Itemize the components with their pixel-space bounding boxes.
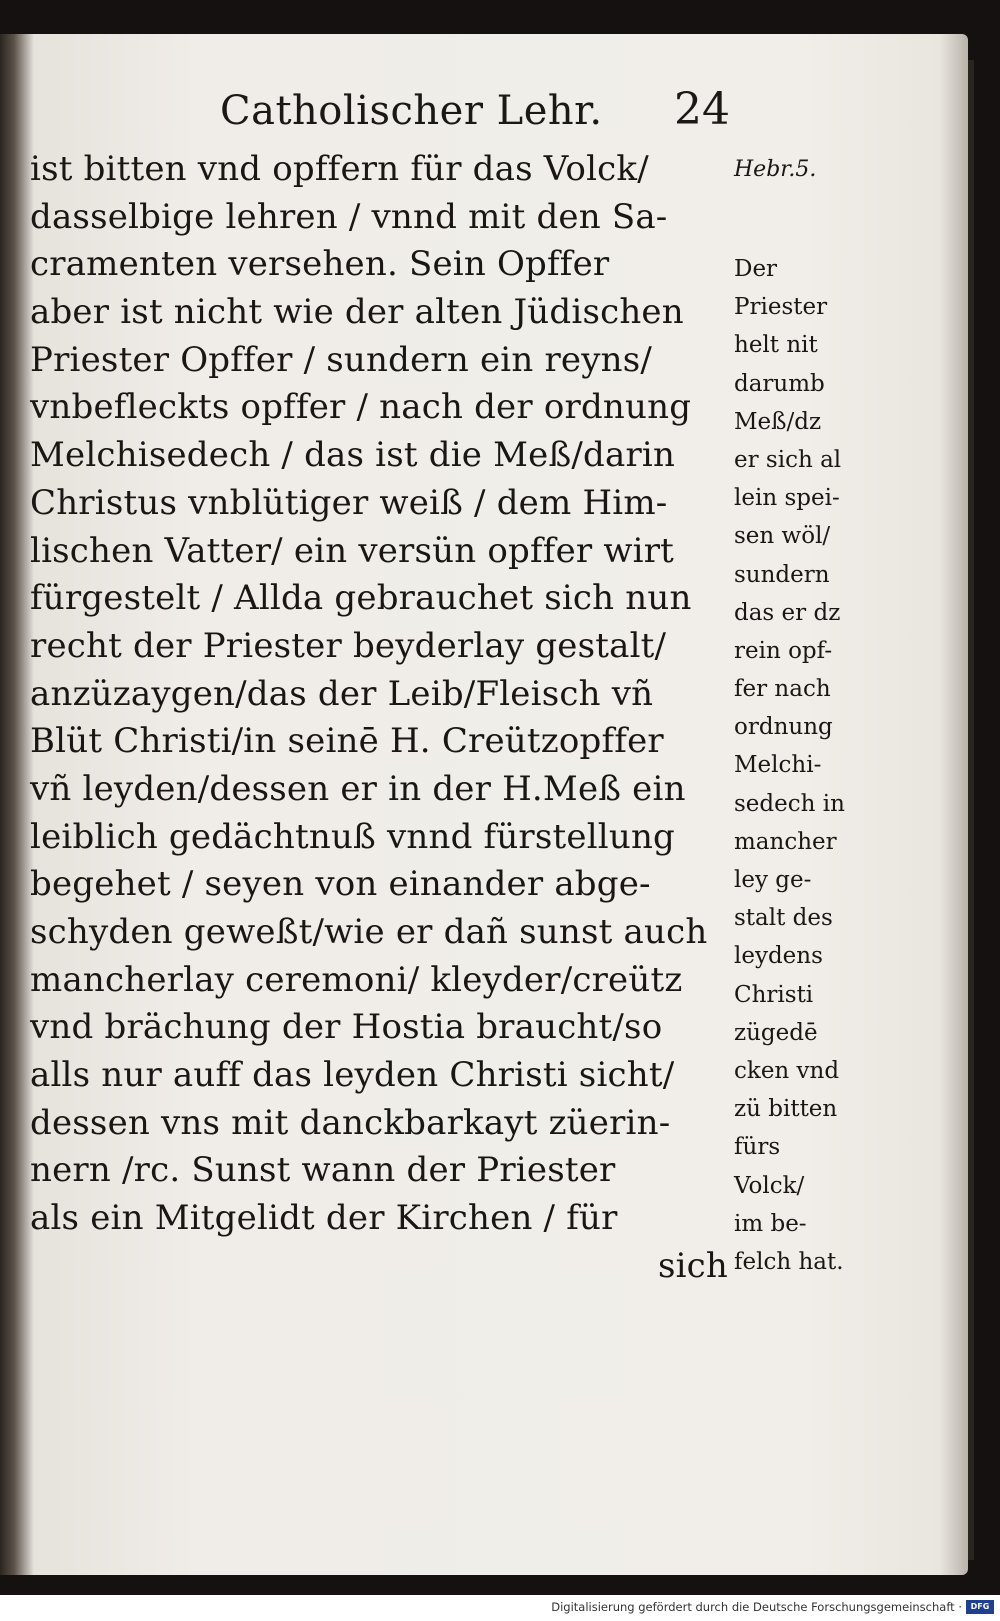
text-line: als ein Mitgelidt der Kirchen / für (30, 1198, 618, 1239)
text-line: Blüt Christi/in seinē H. Creützopffer (30, 721, 664, 762)
text-line: anzüzaygen/das der Leib/Fleisch vñ (30, 673, 654, 714)
text-line: dasselbige lehren / vnnd mit den Sa- (30, 196, 668, 237)
margin-line: das er dz (734, 599, 841, 626)
text-line: aber ist nicht wie der alten Jüdischen (30, 292, 684, 333)
margin-line: helt nit (734, 332, 818, 359)
page-header (220, 80, 730, 150)
margin-line: mancher (734, 828, 837, 855)
margin-line: Der (734, 256, 778, 282)
text-line: schyden geweßt/wie er dañ sunst auch (30, 912, 708, 952)
text-line: Melchisedech / das ist die Meß/darin (30, 435, 676, 476)
text-line: recht der Priester beyderlay gestalt/ (30, 625, 667, 666)
margin-note (734, 250, 866, 1281)
margin-line: er sich al (734, 446, 842, 473)
margin-line: ordnung (734, 714, 833, 741)
catchword: sich (657, 1245, 728, 1286)
funding-credit: Digitalisierung gefördert durch die Deutsche Forschungsgemeinschaft · (551, 1600, 962, 1614)
margin-line: cken vnd (734, 1057, 840, 1084)
margin-line: sen wöl/ (734, 523, 831, 550)
margin-line: Christi (734, 981, 814, 1008)
margin-line: lein spei- (734, 485, 840, 512)
text-line: cramenten versehen. Sein Opffer (30, 244, 610, 285)
margin-line: fürs (734, 1134, 781, 1161)
margin-line: Priester (734, 294, 828, 321)
margin-reference: Hebr.5. (734, 157, 817, 182)
marginalia (734, 150, 866, 1275)
main-text-block (30, 146, 740, 1291)
text-line: Priester Opffer / sundern ein reyns/ (30, 339, 653, 380)
margin-line: darumb (734, 370, 825, 397)
margin-line: sedech in (734, 790, 845, 817)
margin-line: zü bitten (734, 1096, 838, 1123)
margin-line: sundern (734, 561, 830, 588)
text-line: alls nur auff das leyden Christi sicht/ (30, 1055, 675, 1096)
margin-line: fer nach (734, 676, 831, 703)
dfg-logo: DFG (966, 1600, 994, 1614)
margin-line: leydens (734, 943, 823, 970)
margin-line: felch hat. (734, 1248, 844, 1275)
text-line: nern /rc. Sunst wann der Priester (30, 1150, 616, 1191)
text-line: mancherlay ceremoni/ kleyder/creütz (30, 959, 683, 1000)
text-line: vnbefleckts opffer / nach der ordnung (30, 387, 692, 428)
page-edge (968, 60, 974, 1560)
text-line: leiblich gedächtnuß vnnd fürstellung (30, 816, 676, 857)
margin-line: rein opf- (734, 637, 833, 664)
text-line: Christus vnblütiger weiß / dem Him- (30, 482, 668, 523)
margin-line: Volck/ (734, 1172, 805, 1199)
margin-line: zügedē (734, 1019, 818, 1046)
page-number: 24 (674, 84, 730, 135)
margin-line: stalt des (734, 905, 833, 932)
text-line: fürgestelt / Allda gebrauchet sich nun (30, 578, 692, 619)
margin-line: im be- (734, 1210, 807, 1237)
text-line: vnd brächung der Hostia braucht/so (30, 1007, 663, 1048)
text-line: lischen Vatter/ ein versün opffer wirt (30, 530, 675, 571)
text-line: dessen vns mit danckbarkayt züerin- (30, 1102, 671, 1143)
running-title: Catholischer Lehr. (220, 88, 603, 134)
margin-line: Meß/dz (734, 408, 822, 435)
margin-line: ley ge- (734, 867, 812, 893)
footer-bar (0, 1595, 1000, 1621)
text-line: vñ leyden/dessen er in der H.Meß ein (30, 768, 686, 809)
text-line: ist bitten vnd opffern für das Volck/ (30, 149, 649, 189)
margin-line: Melchi- (734, 752, 822, 779)
text-line: begehet / seyen von einander abge- (30, 864, 651, 905)
